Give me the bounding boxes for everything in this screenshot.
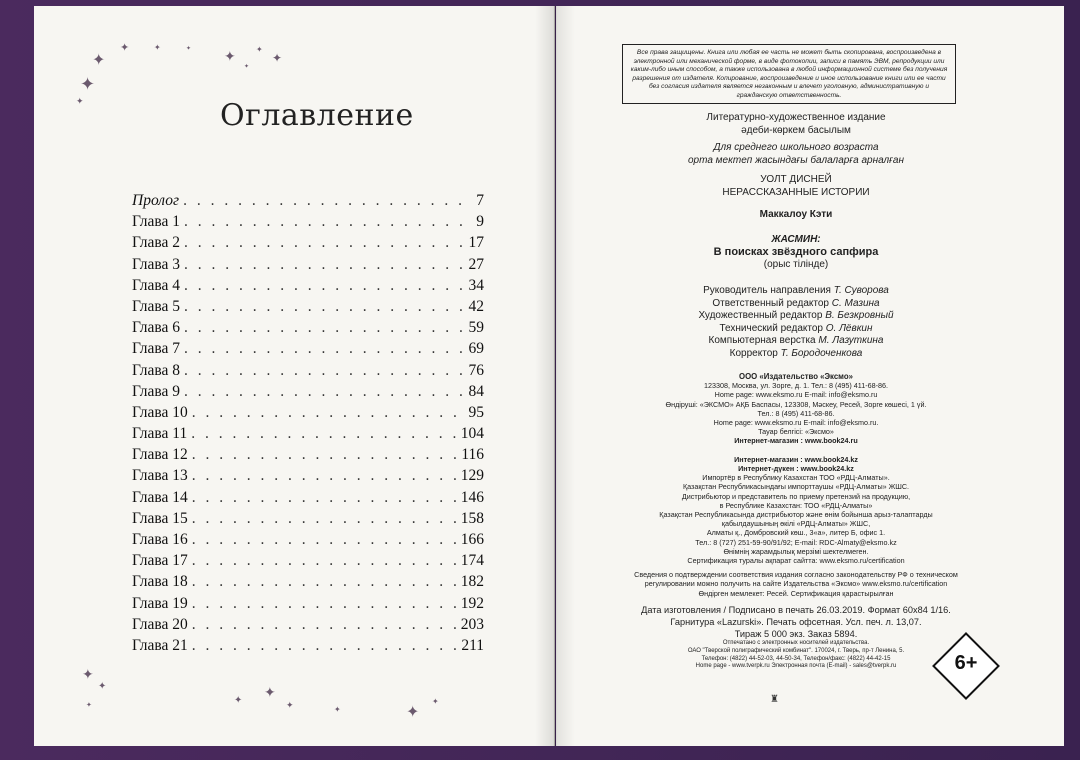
toc-row — [132, 213, 484, 234]
toc-label: Глава 17 — [132, 552, 188, 570]
toc-label: Глава 14 — [132, 488, 188, 506]
author: Маккалоу Кэти — [759, 209, 833, 220]
staff-line — [596, 323, 996, 336]
star-icon: ✦ — [244, 63, 250, 70]
text-line: Тел.: 8 (495) 411-68-86. — [757, 408, 835, 418]
star-icon: ✦ — [224, 49, 236, 65]
legal-notice-box: Все права защищены. Книга или любая ее часть не может быть скопирована, воспроизведена в электронной или механической форме, в виде фотокопии, записи в память ЭВМ, репродукции или каким-либо иным способом, а также использована в любой информационной системе без получения разрешения от издателя. Копирование, воспроизведение и иное использование книги или ее части без согласия издателя является незаконным и влечет уголовную, административную и гражданскую ответственность. — [622, 44, 956, 104]
staff-role: Ответственный редактор — [712, 297, 832, 309]
toc-leader-dots — [192, 595, 457, 613]
age-kz: орта мектеп жасындағы балаларға арналған — [687, 154, 904, 166]
toc-label: Глава 5 — [132, 297, 181, 315]
toc-label: Глава 1 — [132, 213, 181, 231]
staff-line — [596, 348, 996, 361]
toc-label: Глава 9 — [132, 382, 181, 400]
star-icon: ✦ — [256, 45, 263, 54]
toc-page-number: 116 — [461, 446, 484, 464]
language: (орыс тілінде) — [763, 258, 829, 270]
toc-page-number: 17 — [468, 234, 484, 252]
toc-row — [132, 531, 484, 552]
staff-name: С. Мазина — [831, 297, 880, 309]
toc-row — [132, 637, 484, 658]
star-icon: ✦ — [186, 45, 192, 52]
book-title-1: ЖАСМИН: — [771, 233, 821, 245]
toc-leader-dots — [184, 319, 464, 337]
toc-page-number: 9 — [476, 213, 484, 231]
text-line: Отпечатано с электронных носителей издательства. — [722, 640, 870, 646]
toc-row — [132, 467, 484, 488]
toc-leader-dots — [192, 531, 457, 549]
age-ru: Для среднего школьного возраста — [713, 142, 879, 153]
text-line — [596, 446, 996, 455]
toc-leader-dots — [192, 404, 465, 422]
text-line: ОАО "Тверской полиграфический комбинат". 170024, г. Тверь, пр-т Ленина, 5. — [687, 647, 905, 654]
toc-leader-dots — [183, 192, 472, 210]
star-icon: ✦ — [86, 701, 92, 709]
toc-row — [132, 298, 484, 319]
toc-row — [132, 616, 484, 637]
toc-row — [132, 234, 484, 255]
toc-page-number: 42 — [468, 297, 484, 315]
staff-name: М. Лазуткина — [818, 335, 884, 346]
toc-page-number: 211 — [461, 636, 484, 654]
toc-page-number: 182 — [460, 573, 484, 591]
print-lines — [596, 604, 996, 641]
toc-page-number: 59 — [468, 319, 484, 337]
star-icon: ✦ — [98, 681, 107, 692]
text-line: Интернет-магазин : www.book24.ru — [734, 436, 858, 446]
imprint-block — [596, 372, 996, 598]
toc-page-number: 7 — [476, 192, 484, 209]
toc-page-number: 84 — [468, 382, 484, 400]
text-line: Гарнитура «Lazurski». Печать офсетная. Усл. печ. л. 13,07. — [670, 617, 922, 628]
staff-line — [596, 335, 996, 348]
star-icon: ✦ — [406, 702, 420, 721]
star-icon: ✦ — [286, 701, 294, 711]
toc-label: Глава 12 — [132, 446, 188, 464]
toc-row — [132, 595, 484, 616]
text-line: Қазақстан Республикасындағы импорттаушы «РДЦ-Алматы» ЖШС. — [682, 482, 910, 492]
toc-leader-dots — [184, 340, 464, 358]
star-icon: ✦ — [432, 697, 439, 706]
toc-leader-dots — [184, 277, 464, 295]
toc-page-number: 34 — [468, 276, 484, 294]
staff-name: Т. Бородоченкова — [780, 347, 863, 359]
toc-label: Глава 7 — [132, 340, 181, 358]
toc-title: Оглавление — [220, 98, 414, 133]
toc-row — [132, 277, 484, 298]
text-line: қабылдаушының өкілі «РДЦ-Алматы» ЖШС, — [721, 519, 871, 529]
star-icon: ✦ — [154, 43, 161, 52]
star-icon: ✦ — [92, 50, 106, 69]
text-line: регулировании можно получить на сайте Издательства «Эксмо» www.eksmo.ru/certification — [644, 579, 948, 589]
toc-label: Пролог — [132, 192, 180, 209]
star-icon: ✦ — [80, 74, 96, 95]
toc-page-number: 76 — [468, 361, 484, 379]
text-line: Тел.: 8 (727) 251-59-90/91/92; E-mail: RDC-Almaty@eksmo.kz — [695, 537, 897, 547]
toc-page-number: 192 — [460, 594, 484, 612]
text-line: Телефон: (4822) 44-52-03, 44-50-34, Телефон/факс: (4822) 44-42-15 — [701, 655, 891, 662]
toc-label: Глава 2 — [132, 234, 181, 252]
series-line-2: НЕРАССКАЗАННЫЕ ИСТОРИИ — [722, 186, 870, 198]
toc-list — [132, 192, 484, 658]
edition-block — [596, 112, 996, 360]
toc-page-number: 129 — [460, 467, 484, 485]
toc-page-number: 203 — [460, 615, 484, 633]
star-icon: ✦ — [334, 705, 341, 714]
star-icon: ✦ — [82, 667, 94, 683]
toc-row — [132, 552, 484, 573]
toc-row — [132, 319, 484, 340]
text-line: Алматы қ., Домбровский көш., 3«а», литер Б, офис 1. — [706, 528, 886, 538]
text-line: Сведения о подтверждении соответствия издания согласно законодательству РФ о техническом — [634, 570, 958, 580]
staff-role: Руководитель направления — [703, 285, 834, 296]
staff-name: В. Безкровный — [825, 310, 894, 321]
toc-row — [132, 362, 484, 383]
toc-leader-dots — [192, 573, 457, 591]
toc-leader-dots — [192, 637, 458, 655]
toc-label: Глава 4 — [132, 276, 181, 294]
toc-leader-dots — [192, 510, 457, 528]
star-icon: ✦ — [234, 695, 243, 706]
text-line: Дата изготовления / Подписано в печать 26.03.2019. Формат 60x84 1/16. — [641, 605, 951, 615]
toc-leader-dots — [192, 552, 457, 570]
staff-line — [596, 298, 996, 311]
toc-label: Глава 8 — [132, 361, 181, 379]
text-line: Өнімнің жарамдылық мерзімі шектелмеген. — [723, 546, 869, 556]
left-page — [34, 6, 555, 746]
toc-label: Глава 13 — [132, 467, 188, 485]
toc-label: Глава 18 — [132, 573, 188, 591]
toc-row — [132, 510, 484, 531]
staff-role: Компьютерная верстка — [708, 335, 819, 346]
toc-label: Глава 20 — [132, 615, 188, 633]
text-line: в Республике Казахстан: ТОО «РДЦ-Алматы» — [719, 500, 873, 510]
staff-line — [596, 285, 996, 298]
toc-page-number: 146 — [460, 488, 484, 506]
toc-leader-dots — [184, 298, 464, 316]
text-line: Интернет-магазин : www.book24.kz — [734, 454, 858, 464]
imprint-lines — [596, 381, 996, 565]
toc-leader-dots — [191, 425, 457, 443]
text-line: Қазақстан Республикасында дистрибьютор және өнім бойынша арыз-талаптарды — [659, 510, 933, 520]
toc-page-number: 166 — [460, 531, 484, 548]
toc-label: Глава 3 — [132, 255, 181, 273]
toc-label: Глава 6 — [132, 319, 181, 337]
staff-line — [596, 310, 996, 323]
star-icon: ✦ — [76, 97, 84, 107]
toc-row — [132, 404, 484, 425]
toc-label: Глава 19 — [132, 594, 188, 612]
staff-name: О. Лёвкин — [825, 322, 873, 334]
toc-page-number: 27 — [468, 255, 484, 273]
text-line: Тауар белгісі: «Эксмо» — [758, 427, 834, 437]
toc-leader-dots — [192, 489, 457, 507]
text-line: Интернет-дүкен : www.book24.kz — [738, 464, 854, 474]
right-page — [556, 6, 1064, 746]
toc-leader-dots — [184, 256, 464, 274]
text-line: Дистрибьютор и представитель по приему претензий на продукцию, — [681, 491, 911, 501]
text-line: Сертификация туралы ақпарат сайтта: www.eksmo.ru/certification — [687, 556, 905, 566]
toc-page-number: 104 — [460, 425, 484, 443]
toc-row — [132, 256, 484, 277]
toc-row — [132, 573, 484, 594]
toc-leader-dots — [192, 467, 457, 485]
toc-leader-dots — [184, 213, 472, 231]
text-line: Импортёр в Республику Казахстан ТОО «РДЦ-Алматы». — [702, 473, 890, 483]
toc-label: Глава 16 — [132, 531, 188, 548]
text-line: Home page: www.eksmo.ru E-mail: info@eksmo.ru — [714, 390, 878, 400]
toc-leader-dots — [192, 446, 458, 464]
printer-logo-icon: ♜ — [770, 694, 779, 705]
star-icon: ✦ — [120, 41, 130, 54]
toc-label: Глава 10 — [132, 403, 188, 421]
toc-page-number: 69 — [468, 340, 484, 358]
publisher: ООО «Издательство «Эксмо» — [739, 372, 853, 381]
toc-label: Глава 21 — [132, 636, 188, 654]
staff-list — [596, 285, 996, 360]
certification-lines — [596, 570, 996, 598]
text-line: 123308, Москва, ул. Зорге, д. 1. Тел.: 8 (495) 411-68-86. — [703, 381, 889, 391]
print-block — [596, 604, 996, 641]
genre-ru: Литературно-художественное издание — [706, 112, 886, 123]
toc-label: Глава 11 — [132, 425, 188, 443]
toc-row — [132, 446, 484, 467]
staff-role: Корректор — [729, 347, 781, 359]
series-line-1: УОЛТ ДИСНЕЙ — [760, 174, 832, 185]
toc-row — [132, 383, 484, 404]
text-line: Өндіруші: «ЭКСМО» АҚБ Баспасы, 123308, Мәскеу, Ресей, Зорге көшесі, 1 үй. — [665, 399, 927, 409]
staff-role: Художественный редактор — [698, 310, 826, 321]
toc-label: Глава 15 — [132, 509, 188, 527]
book-title-2: В поисках звёздного сапфира — [713, 246, 879, 258]
text-line: Home page: www.eksmo.ru E-mail: info@eksmo.ru. — [713, 418, 879, 428]
toc-page-number: 174 — [460, 552, 484, 570]
toc-row — [132, 489, 484, 510]
text-line: Өндірген мемлекет: Ресей. Сертификация қарастырылған — [698, 588, 894, 598]
toc-row — [132, 425, 484, 446]
toc-row — [132, 192, 484, 213]
text-line: Тираж 5 000 экз. Заказ 5894. — [734, 629, 858, 640]
toc-page-number: 95 — [468, 403, 484, 421]
age-rating-label: 6+ — [954, 652, 978, 674]
toc-leader-dots — [184, 362, 464, 380]
genre-kz: әдеби-көркем басылым — [741, 124, 851, 136]
star-icon: ✦ — [264, 685, 276, 701]
star-icon: ✦ — [272, 51, 283, 65]
staff-role: Технический редактор — [719, 322, 826, 334]
toc-page-number: 158 — [460, 509, 484, 527]
staff-name: Т. Суворова — [833, 285, 889, 296]
text-line: Home page - www.tverpk.ru Электронная почта (E-mail) - sales@tverpk.ru — [695, 663, 897, 670]
toc-leader-dots — [184, 383, 464, 401]
toc-row — [132, 340, 484, 361]
toc-leader-dots — [192, 616, 457, 634]
toc-leader-dots — [184, 234, 464, 252]
